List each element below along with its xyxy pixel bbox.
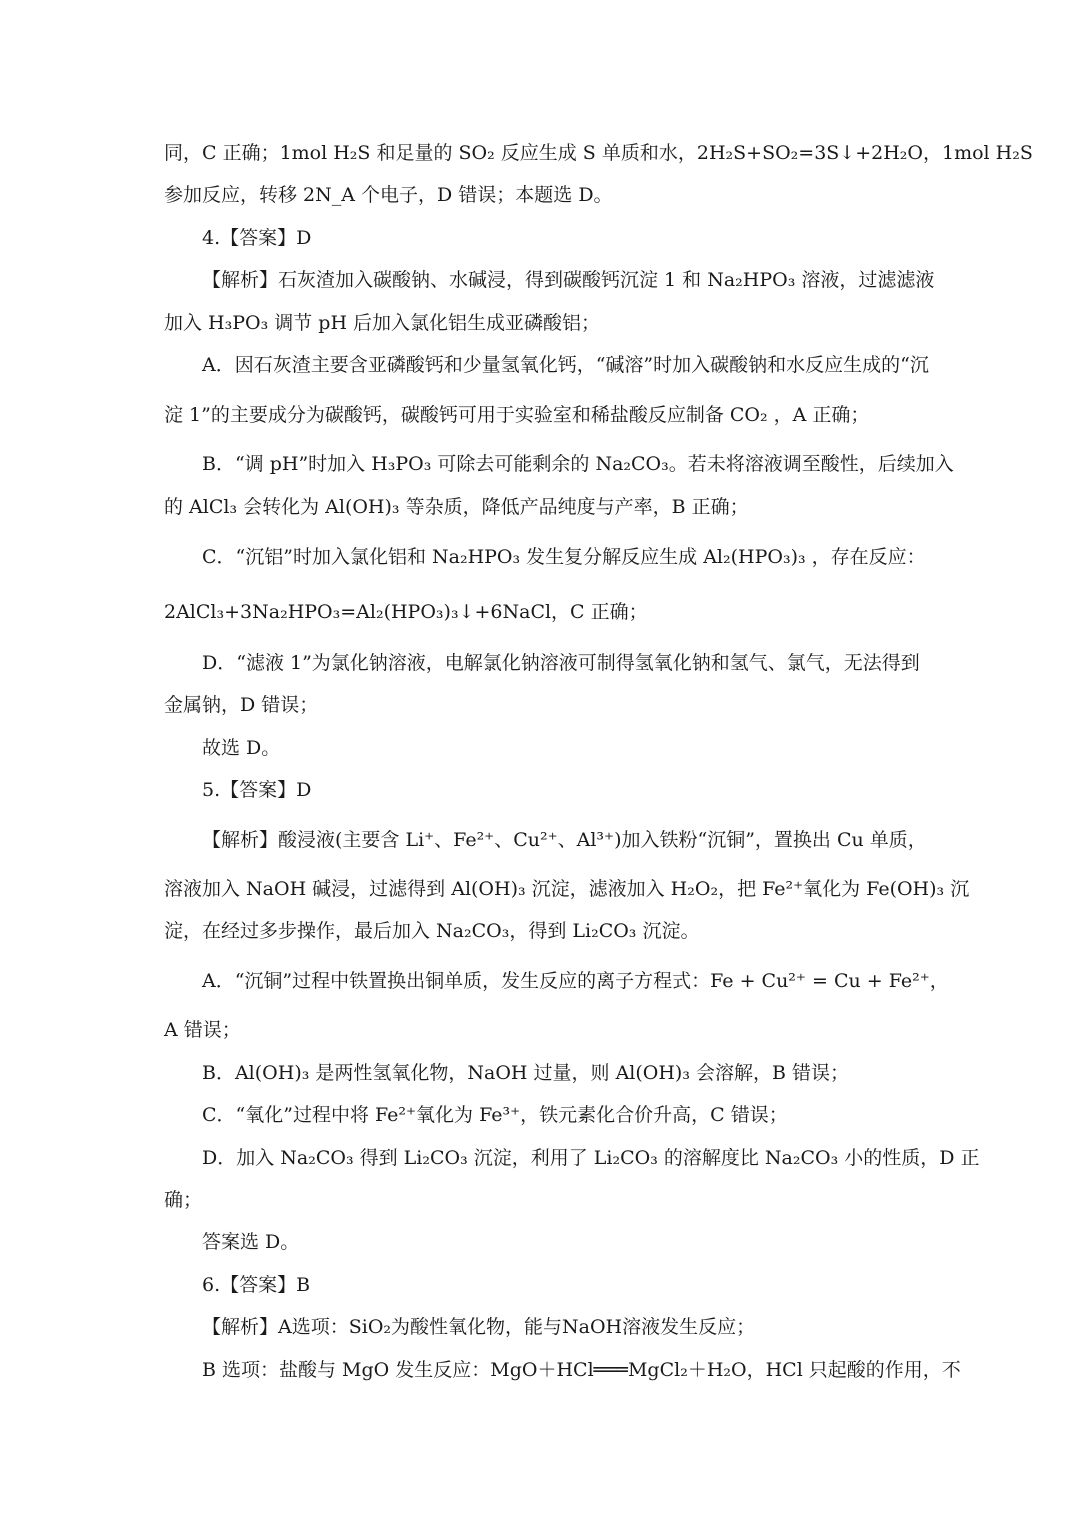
answer-heading-5: 5.【答案】D	[202, 779, 312, 801]
text-line: 溶液加入 NaOH 碱浸，过滤得到 Al(OH)₃ 沉淀，滤液加入 H₂O₂，把 Fe²⁺氧化为 Fe(OH)₃ 沉	[164, 878, 970, 900]
answer-heading-4: 4.【答案】D	[202, 227, 312, 249]
text-line: D．加入 Na₂CO₃ 得到 Li₂CO₃ 沉淀，利用了 Li₂CO₃ 的溶解度比 Na₂CO₃ 小的性质，D 正	[202, 1147, 980, 1169]
text-line: D．“滤液 1”为氯化钠溶液，电解氯化钠溶液可制得氢氧化钠和氢气、氯气，无法得到	[202, 652, 920, 674]
text-line: 故选 D。	[202, 737, 281, 759]
text-line: B．“调 pH”时加入 H₃PO₃ 可除去可能剩余的 Na₂CO₃。若未将溶液调至酸性，后续加入	[202, 453, 954, 475]
text-line: 【解析】酸浸液(主要含 Li⁺、Fe²⁺、Cu²⁺、Al³⁺)加入铁粉“沉铜”，置换出 Cu 单质，	[202, 829, 927, 851]
text-line: A．因石灰渣主要含亚磷酸钙和少量氢氧化钙，“碱溶”时加入碳酸钠和水反应生成的“沉	[202, 354, 929, 376]
text-line: 淀，在经过多步操作，最后加入 Na₂CO₃，得到 Li₂CO₃ 沉淀。	[164, 920, 700, 942]
text-line: B 选项：盐酸与 MgO 发生反应：MgO＋HCl═══MgCl₂＋H₂O，HCl 只起酸的作用，不	[202, 1359, 961, 1381]
text-line: A 错误；	[164, 1019, 241, 1041]
text-line: 金属钠，D 错误；	[164, 694, 319, 716]
text-line: 【解析】A选项：SiO₂为酸性氧化物，能与NaOH溶液发生反应；	[202, 1316, 756, 1338]
text-line: 同，C 正确；1mol H₂S 和足量的 SO₂ 反应生成 S 单质和水，2H₂S+SO₂=3S↓+2H₂O，1mol H₂S	[164, 142, 1033, 164]
text-line: 淀 1”的主要成分为碳酸钙，碳酸钙可用于实验室和稀盐酸反应制备 CO₂ ，A 正确；	[164, 404, 870, 426]
text-line: 确；	[164, 1189, 203, 1211]
equation-line: 2AlCl₃+3Na₂HPO₃=Al₂(HPO₃)₃↓+6NaCl，C 正确；	[164, 601, 648, 623]
answer-heading-6: 6.【答案】B	[202, 1274, 311, 1296]
text-line: 的 AlCl₃ 会转化为 Al(OH)₃ 等杂质，降低产品纯度与产率，B 正确；	[164, 496, 749, 518]
text-line: A．“沉铜”过程中铁置换出铜单质，发生反应的离子方程式：Fe + Cu²⁺ = Cu + Fe²⁺，	[202, 970, 949, 992]
text-line: 答案选 D。	[202, 1231, 300, 1253]
text-line: C．“氧化”过程中将 Fe²⁺氧化为 Fe³⁺，铁元素化合价升高，C 错误；	[202, 1104, 788, 1126]
text-line: C．“沉铝”时加入氯化铝和 Na₂HPO₃ 发生复分解反应生成 Al₂(HPO₃)₃ ，存在反应：	[202, 546, 926, 568]
text-line: 参加反应，转移 2N_A 个电子，D 错误；本题选 D。	[164, 184, 613, 206]
text-line: 加入 H₃PO₃ 调节 pH 后加入氯化铝生成亚磷酸铝；	[164, 312, 601, 334]
text-line: B．Al(OH)₃ 是两性氢氧化物，NaOH 过量，则 Al(OH)₃ 会溶解，B 错误；	[202, 1062, 849, 1084]
text-line: 【解析】石灰渣加入碳酸钠、水碱浸，得到碳酸钙沉淀 1 和 Na₂HPO₃ 溶液，过滤滤液	[202, 269, 935, 291]
